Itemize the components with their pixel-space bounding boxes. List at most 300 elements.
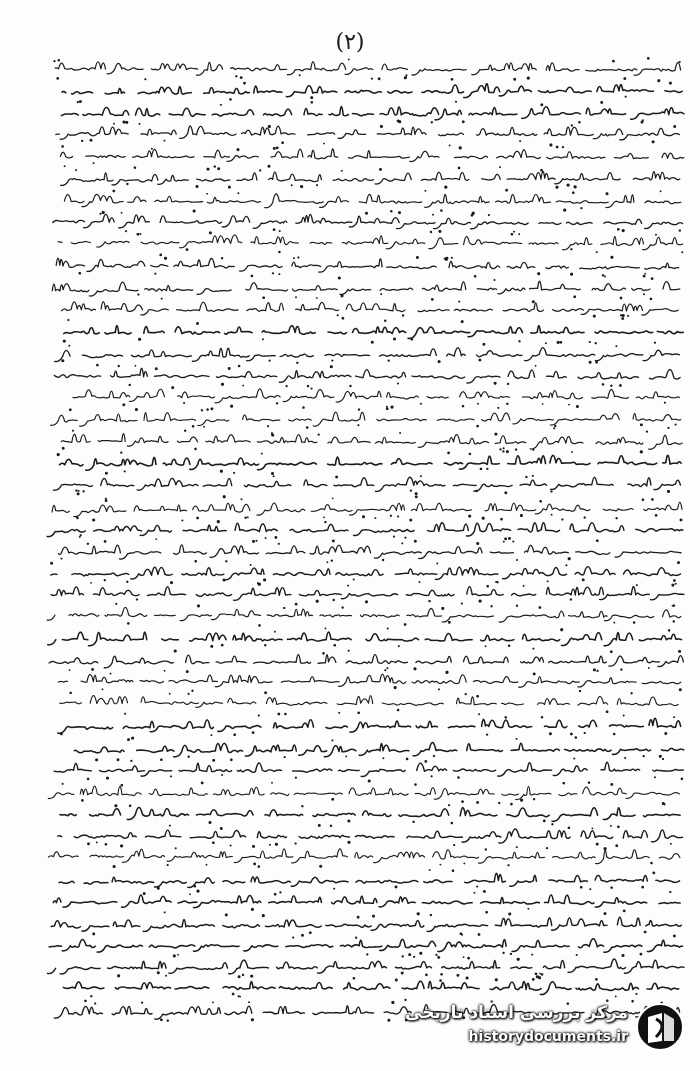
script-dot [424, 760, 427, 763]
script-dot [221, 257, 223, 259]
script-dot [539, 500, 542, 503]
script-dot [318, 824, 321, 827]
script-dot [667, 427, 669, 429]
script-dot [173, 954, 176, 957]
script-dot [563, 209, 566, 212]
script-dot [124, 713, 126, 715]
script-dot [322, 652, 325, 655]
script-dot [323, 517, 325, 519]
handwritten-line [48, 849, 680, 864]
script-dot [331, 360, 333, 362]
script-dot [412, 821, 414, 823]
script-dot [476, 425, 479, 428]
script-dot [451, 78, 454, 81]
script-dot [237, 148, 240, 151]
script-dot [623, 910, 626, 913]
script-dot [394, 686, 397, 689]
handwritten-line [48, 959, 684, 974]
script-dot [457, 776, 460, 779]
script-dot [191, 690, 193, 692]
script-dot [429, 869, 431, 871]
script-dot [281, 141, 284, 144]
script-dot [75, 169, 77, 171]
script-dot [269, 844, 271, 846]
script-dot [562, 782, 565, 785]
script-dot [402, 314, 404, 316]
script-dot [99, 213, 101, 215]
watermark-url: historydocuments.ir [468, 1029, 628, 1045]
script-dot [447, 452, 450, 455]
script-dot [659, 755, 662, 758]
script-dot [117, 365, 119, 367]
script-dot [458, 301, 460, 303]
script-dot [384, 319, 386, 321]
script-dot [114, 804, 117, 807]
script-dot [332, 599, 334, 601]
script-dot [440, 209, 443, 212]
script-dot [416, 256, 419, 259]
handwritten-line [49, 655, 683, 668]
script-dot [105, 472, 108, 475]
script-dot [271, 472, 274, 475]
script-dot [623, 77, 626, 80]
script-dot [517, 958, 520, 961]
script-dot [171, 386, 174, 389]
script-dot [664, 732, 667, 735]
script-dot [341, 170, 343, 172]
handwritten-line [64, 194, 680, 208]
script-dot [141, 1001, 143, 1003]
script-dot [241, 498, 243, 500]
script-dot [263, 578, 266, 581]
script-dot [69, 408, 72, 411]
script-dot [78, 490, 80, 492]
script-dot [295, 296, 297, 298]
script-dot [358, 408, 360, 410]
handwritten-line [55, 348, 680, 362]
script-dot [546, 847, 548, 849]
script-dot [284, 713, 287, 716]
handwritten-line [58, 718, 681, 733]
script-dot [84, 1000, 87, 1003]
script-dot [398, 645, 400, 647]
script-dot [525, 476, 527, 478]
handwritten-line [51, 412, 681, 426]
handwritten-line [53, 214, 683, 229]
script-dot [122, 120, 125, 123]
script-dot [306, 426, 309, 429]
handwritten-line [58, 235, 683, 250]
script-dot [648, 667, 650, 669]
script-dot [480, 468, 483, 471]
script-dot [647, 57, 650, 60]
script-dot [620, 297, 623, 300]
script-dot [223, 495, 226, 498]
script-dot [388, 359, 390, 361]
script-dot [623, 714, 625, 716]
script-dot [425, 973, 428, 976]
script-dot [56, 77, 59, 80]
script-dot [251, 275, 254, 278]
script-dot [402, 955, 404, 957]
book-page-logo-icon [634, 1001, 686, 1053]
script-dot [258, 624, 261, 627]
handwritten-line [52, 502, 682, 516]
script-dot [593, 668, 596, 671]
script-dot [531, 954, 533, 956]
script-dot [533, 672, 536, 675]
script-dot [560, 341, 563, 344]
script-dot [584, 732, 586, 734]
script-dot [669, 891, 671, 893]
handwritten-line [52, 281, 680, 296]
script-dot [126, 183, 128, 185]
script-dot [668, 629, 671, 632]
script-dot [268, 165, 271, 168]
script-dot [348, 59, 350, 61]
script-dot [519, 140, 521, 142]
script-dot [382, 559, 384, 561]
script-dot [117, 758, 120, 761]
script-dot [463, 862, 465, 864]
script-dot [278, 251, 281, 254]
script-dot [357, 916, 360, 919]
script-dot [112, 190, 115, 193]
script-dot [271, 782, 273, 784]
script-dot [75, 489, 77, 491]
script-dot [228, 186, 231, 189]
script-dot [277, 713, 280, 716]
script-dot [420, 403, 422, 405]
script-dot [368, 780, 371, 783]
script-dot [333, 644, 336, 647]
script-dot [401, 972, 404, 975]
script-dot [278, 273, 280, 275]
script-dot [220, 827, 223, 830]
script-dot [602, 383, 605, 386]
script-dot [652, 872, 655, 875]
script-dot [589, 888, 591, 890]
handwritten-line [47, 607, 681, 622]
script-dot [307, 385, 309, 387]
script-dot [194, 448, 197, 451]
script-dot [410, 338, 413, 341]
script-dot [679, 229, 681, 231]
script-dot [233, 472, 235, 474]
script-dot [588, 781, 591, 784]
script-dot [677, 561, 680, 564]
script-dot [284, 756, 286, 758]
script-dot [473, 892, 475, 894]
script-dot [121, 212, 123, 214]
script-dot [244, 516, 246, 518]
script-dot [570, 598, 572, 600]
script-dot [406, 758, 409, 761]
script-dot [366, 953, 368, 955]
script-dot [399, 432, 401, 434]
script-dot [556, 146, 559, 149]
script-dot [673, 716, 675, 718]
script-dot [502, 952, 504, 954]
script-dot [505, 189, 508, 192]
script-dot [404, 76, 407, 79]
script-dot [553, 427, 555, 429]
script-dot [279, 891, 281, 893]
script-dot [547, 580, 549, 582]
script-dot [134, 166, 137, 169]
script-dot [90, 995, 92, 997]
script-dot [584, 516, 586, 518]
script-dot [532, 449, 534, 451]
script-dot [262, 914, 265, 917]
script-dot [332, 498, 334, 500]
script-dot [641, 121, 644, 124]
script-dot [167, 1019, 169, 1021]
script-dot [644, 273, 646, 275]
script-dot [461, 603, 463, 605]
script-dot [58, 59, 61, 62]
script-dot [316, 184, 318, 186]
script-dot [595, 342, 597, 344]
script-dot [163, 140, 165, 142]
script-dot [469, 453, 472, 456]
script-dot [295, 777, 297, 779]
script-dot [113, 865, 116, 868]
script-dot [90, 582, 92, 584]
script-dot [125, 121, 128, 124]
script-dot [508, 913, 511, 916]
script-dot [50, 562, 53, 565]
script-dot [110, 673, 112, 675]
script-dot [413, 956, 415, 958]
script-dot [572, 191, 575, 194]
script-dot [545, 342, 547, 344]
script-dot [568, 404, 570, 406]
script-dot [675, 583, 677, 585]
script-dot [161, 298, 163, 300]
script-dot [591, 827, 593, 829]
script-dot [341, 606, 343, 608]
script-dot [296, 362, 298, 364]
script-dot [580, 207, 582, 209]
script-dot [596, 670, 598, 672]
script-dot [579, 690, 581, 692]
script-dot [486, 733, 488, 735]
script-dot [413, 667, 416, 670]
script-dot [340, 294, 343, 297]
script-dot [274, 631, 276, 633]
script-dot [393, 338, 396, 341]
script-dot [181, 519, 183, 521]
script-dot [483, 890, 486, 893]
script-dot [576, 954, 578, 956]
script-dot [673, 620, 675, 622]
script-dot [196, 185, 199, 188]
script-dot [504, 491, 507, 494]
script-dot [478, 359, 481, 362]
script-dot [458, 167, 461, 170]
script-dot [210, 407, 213, 410]
script-dot [138, 123, 140, 125]
script-dot [302, 406, 305, 409]
script-dot [139, 233, 141, 235]
script-dot [551, 823, 553, 825]
script-dot [448, 621, 451, 624]
script-dot [476, 801, 479, 804]
script-dot [348, 650, 350, 652]
script-dot [570, 248, 572, 250]
script-dot [448, 804, 450, 806]
script-dot [276, 147, 279, 150]
script-dot [506, 450, 509, 453]
script-dot [485, 911, 488, 914]
script-dot [67, 319, 69, 321]
script-dot [293, 257, 295, 259]
script-dot [640, 953, 643, 956]
script-dot [430, 231, 432, 233]
script-dot [596, 251, 598, 253]
script-dot [513, 78, 516, 81]
script-dot [273, 147, 276, 150]
script-dot [610, 886, 613, 889]
script-dot [261, 453, 263, 455]
script-dot [390, 406, 393, 409]
script-dot [451, 257, 453, 259]
script-dot [276, 402, 278, 404]
script-dot [92, 932, 95, 935]
script-dot [535, 972, 538, 975]
script-dot [251, 908, 254, 911]
script-dot [357, 424, 359, 426]
script-dot [532, 475, 534, 477]
script-dot [523, 585, 525, 587]
script-dot [78, 272, 81, 275]
handwritten-line [51, 587, 684, 601]
script-dot [499, 448, 501, 450]
script-dot [365, 212, 368, 215]
script-dot [81, 799, 84, 802]
handwritten-line [60, 807, 680, 821]
script-dot [157, 887, 160, 890]
script-dot [96, 841, 98, 843]
script-dot [212, 841, 215, 844]
script-dot [670, 843, 672, 845]
script-dot [167, 864, 169, 866]
script-dot [69, 669, 71, 671]
script-dot [283, 607, 285, 609]
script-dot [650, 862, 653, 865]
script-dot [515, 738, 517, 740]
script-dot [540, 103, 543, 106]
handwritten-line [54, 368, 680, 383]
script-dot [499, 166, 501, 168]
script-dot [600, 101, 603, 104]
script-dot [187, 755, 189, 757]
script-dot [292, 937, 294, 939]
script-dot [325, 627, 327, 629]
script-dot [404, 537, 406, 539]
script-dot [164, 257, 167, 260]
script-dot [671, 584, 674, 587]
script-dot [667, 490, 670, 493]
script-dot [221, 774, 223, 776]
script-dot [96, 364, 99, 367]
script-dot [596, 539, 599, 542]
script-dot [490, 605, 492, 607]
script-dot [122, 403, 125, 406]
script-dot [297, 256, 299, 258]
script-dot [604, 912, 607, 915]
script-dot [640, 423, 643, 426]
script-dot [124, 470, 126, 472]
script-dot [589, 361, 592, 364]
script-dot [203, 426, 205, 428]
script-dot [349, 385, 351, 387]
script-dot [540, 169, 543, 172]
script-dot [463, 956, 465, 958]
script-dot [255, 540, 257, 542]
script-dot [220, 104, 222, 106]
script-dot [432, 214, 434, 216]
script-dot [129, 805, 132, 808]
handwritten-line [58, 674, 680, 687]
script-dot [504, 716, 507, 719]
script-dot [409, 519, 412, 522]
handwritten-line [61, 434, 682, 450]
handwritten-line [60, 696, 678, 708]
script-dot [662, 802, 665, 805]
script-dot [291, 184, 293, 186]
script-dot [258, 865, 261, 868]
script-dot [273, 228, 276, 231]
script-dot [380, 125, 383, 128]
script-dot [408, 953, 411, 956]
script-dot [533, 798, 535, 800]
script-dot [445, 257, 448, 260]
script-dot [486, 585, 489, 588]
script-dot [53, 60, 55, 62]
script-dot [347, 841, 350, 844]
script-dot [387, 628, 389, 630]
script-dot [237, 192, 239, 194]
script-dot [615, 844, 618, 847]
script-dot [595, 361, 598, 364]
script-dot [438, 230, 441, 233]
script-dot [105, 498, 107, 500]
script-dot [562, 146, 564, 148]
script-dot [257, 582, 259, 584]
script-dot [311, 388, 313, 390]
handwritten-line [59, 873, 679, 887]
script-dot [72, 430, 74, 432]
script-dot [102, 211, 105, 214]
script-dot [541, 716, 544, 719]
script-dot [186, 670, 189, 673]
script-dot [79, 100, 82, 103]
script-dot [461, 320, 464, 323]
handwritten-line [47, 523, 683, 537]
script-dot [77, 492, 80, 495]
script-dot [431, 121, 433, 123]
script-dot [580, 886, 583, 889]
script-dot [520, 514, 523, 517]
script-dot [679, 61, 681, 63]
script-dot [624, 757, 626, 759]
script-dot [527, 908, 529, 910]
script-dot [622, 314, 625, 317]
script-dot [206, 168, 209, 171]
script-dot [120, 784, 123, 787]
